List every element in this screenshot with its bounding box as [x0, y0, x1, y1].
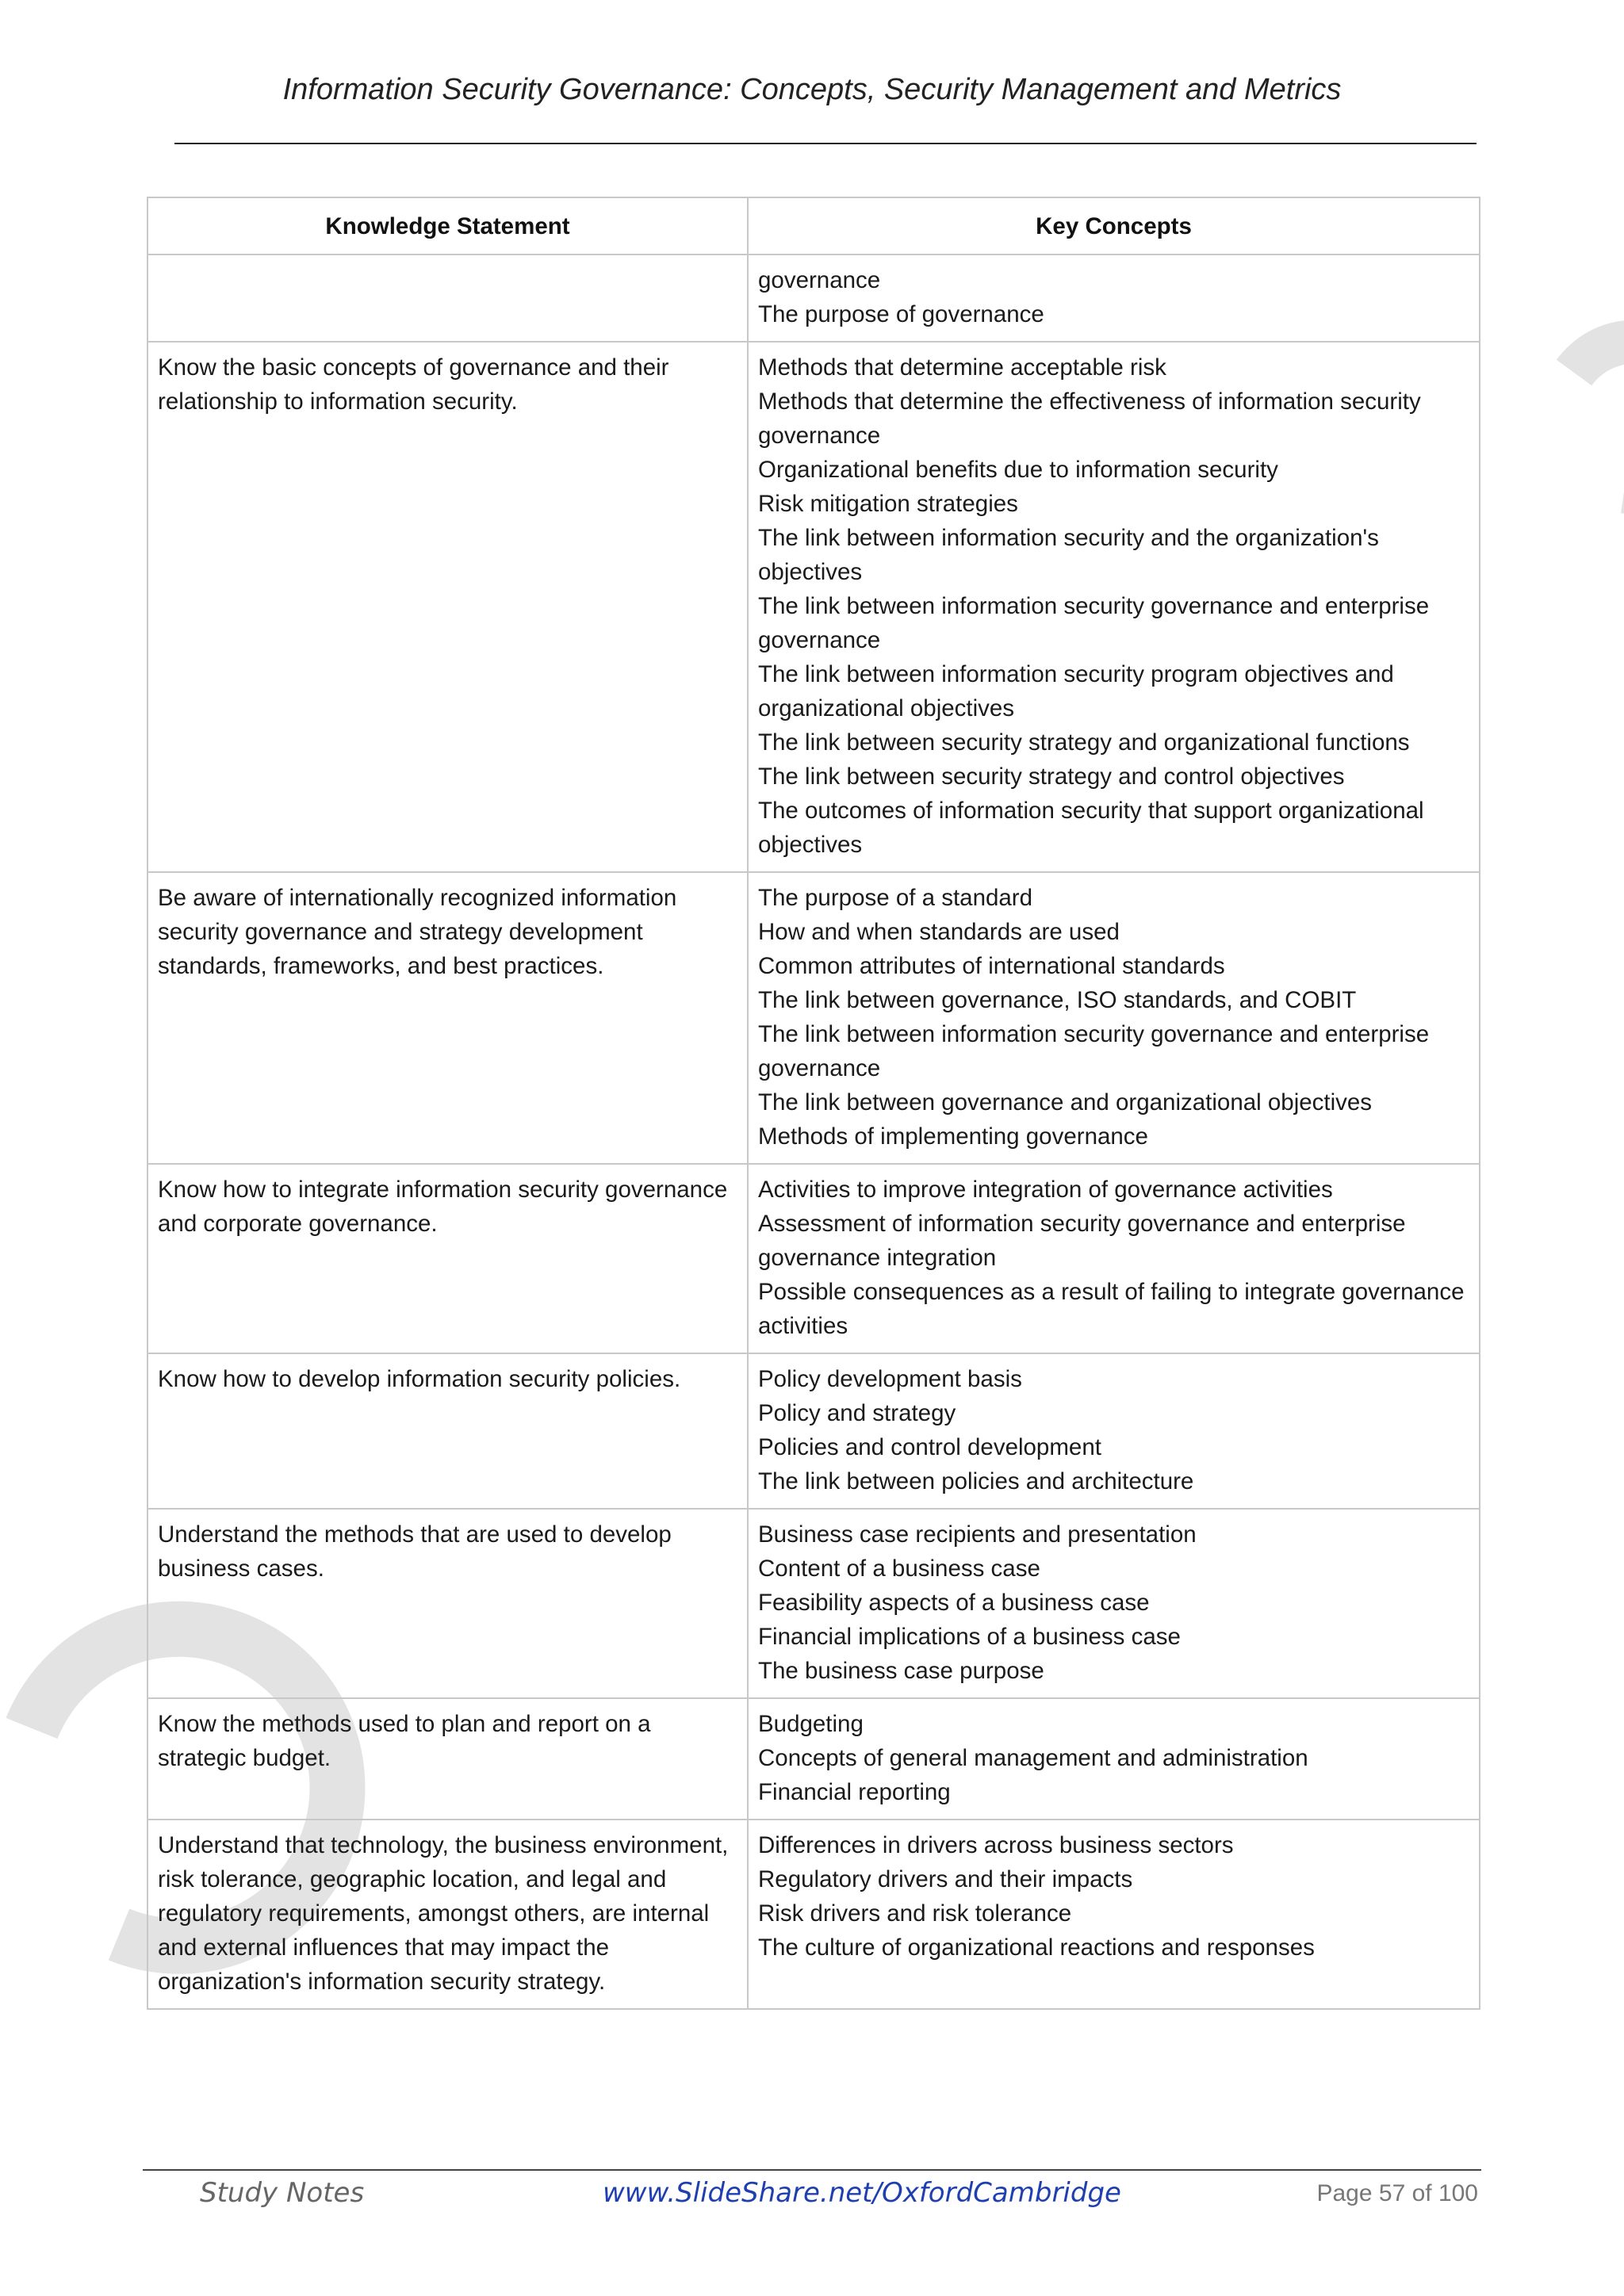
- key-concept-item: The culture of organizational reactions and responses: [758, 1934, 1315, 1961]
- key-concept-item: Methods that determine the effectiveness of information security governance: [758, 388, 1421, 449]
- key-concept-item: Activities to improve integration of governance activities: [758, 1177, 1333, 1203]
- header-divider: [174, 143, 1477, 144]
- footer-link[interactable]: www.SlideShare.net/OxfordCambridge: [603, 2177, 1121, 2209]
- knowledge-statement-cell: Know the basic concepts of governance and their relationship to information security.: [147, 342, 748, 872]
- key-concept-item: Organizational benefits due to information security: [758, 457, 1278, 483]
- key-concept-item: The link between security strategy and organizational functions: [758, 729, 1410, 756]
- knowledge-statement-cell: Know how to develop information security policies.: [147, 1353, 748, 1509]
- key-concept-item: The link between information security governance and enterprise governance: [758, 1021, 1430, 1081]
- table-body: [147, 254, 1480, 2009]
- key-concept-item: governance: [758, 267, 881, 293]
- table-row: [147, 1820, 1480, 2009]
- key-concept-item: The link between information security and the organization's objectives: [758, 525, 1379, 585]
- key-concept-item: Differences in drivers across business sectors: [758, 1832, 1234, 1858]
- key-concept-item: The link between policies and architecture: [758, 1468, 1194, 1494]
- key-concept-item: Financial reporting: [758, 1779, 951, 1805]
- key-concept-item: The link between information security governance and enterprise governance: [758, 593, 1430, 653]
- knowledge-statement-cell: Understand that technology, the business environment, risk tolerance, geographic location, and legal and regulatory requirements, amongst others, are internal and external influences that may impact the organization's information security strategy.: [147, 1820, 748, 2009]
- knowledge-statement-cell: Know the methods used to plan and report on a strategic budget.: [147, 1698, 748, 1820]
- knowledge-statement-cell: Know how to integrate information security governance and corporate governance.: [147, 1164, 748, 1353]
- key-concept-item: Policy and strategy: [758, 1400, 956, 1426]
- footer-page-number: Page 57 of 100: [1316, 2180, 1478, 2206]
- table-row: [147, 342, 1480, 872]
- key-concept-item: Content of a business case: [758, 1556, 1040, 1582]
- column-header-knowledge-statement: Knowledge Statement: [147, 197, 748, 254]
- key-concept-item: Policies and control development: [758, 1434, 1101, 1460]
- knowledge-statement-cell: Be aware of internationally recognized information security governance and strategy development standards, frameworks, and best practices.: [147, 872, 748, 1164]
- key-concept-item: The link between governance and organizational objectives: [758, 1089, 1373, 1115]
- key-concept-item: Assessment of information security governance and enterprise governance integration: [758, 1211, 1406, 1271]
- key-concept-item: Feasibility aspects of a business case: [758, 1590, 1150, 1616]
- key-concept-item: The business case purpose: [758, 1658, 1044, 1684]
- table-row: [147, 1698, 1480, 1820]
- key-concepts-cell: [748, 872, 1480, 1164]
- key-concept-item: The outcomes of information security that support organizational objectives: [758, 798, 1424, 858]
- key-concept-item: Risk drivers and risk tolerance: [758, 1900, 1072, 1927]
- key-concept-item: Concepts of general management and administration: [758, 1745, 1308, 1771]
- key-concept-item: The purpose of governance: [758, 301, 1044, 327]
- key-concept-item: The link between governance, ISO standards, and COBIT: [758, 987, 1357, 1013]
- key-concepts-cell: [748, 342, 1480, 872]
- key-concept-item: Methods that determine acceptable risk: [758, 354, 1166, 381]
- knowledge-statement-cell: Understand the methods that are used to develop business cases.: [147, 1509, 748, 1698]
- table-row: [147, 1353, 1480, 1509]
- table-row: [147, 872, 1480, 1164]
- key-concept-item: Financial implications of a business case: [758, 1624, 1181, 1650]
- key-concept-item: Policy development basis: [758, 1366, 1022, 1392]
- key-concept-item: The purpose of a standard: [758, 885, 1033, 911]
- table-row: [147, 254, 1480, 342]
- knowledge-table: [147, 197, 1480, 2010]
- footer-study-notes: Study Notes: [200, 2177, 365, 2209]
- key-concepts-cell: [748, 1698, 1480, 1820]
- table-row: [147, 1509, 1480, 1698]
- key-concept-item: How and when standards are used: [758, 919, 1120, 945]
- page-header-title: Information Security Governance: Concepts, Security Management and Metrics: [282, 73, 1342, 106]
- key-concept-item: The link between security strategy and control objectives: [758, 763, 1345, 790]
- key-concept-item: Common attributes of international standards: [758, 953, 1225, 979]
- key-concept-item: Business case recipients and presentation: [758, 1521, 1197, 1548]
- key-concept-item: Risk mitigation strategies: [758, 491, 1018, 517]
- key-concepts-cell: [748, 254, 1480, 342]
- column-header-key-concepts: Key Concepts: [748, 197, 1480, 254]
- key-concepts-cell: [748, 1820, 1480, 2009]
- key-concepts-cell: [748, 1353, 1480, 1509]
- table-row: [147, 1164, 1480, 1353]
- key-concept-item: Regulatory drivers and their impacts: [758, 1866, 1133, 1892]
- key-concept-item: The link between information security program objectives and organizational objectives: [758, 661, 1394, 721]
- key-concepts-cell: [748, 1164, 1480, 1353]
- table-header-row: [147, 197, 1480, 254]
- key-concept-item: Methods of implementing governance: [758, 1123, 1148, 1150]
- knowledge-statement-cell: [147, 254, 748, 342]
- key-concept-item: Possible consequences as a result of failing to integrate governance activities: [758, 1279, 1465, 1339]
- key-concept-item: Budgeting: [758, 1711, 864, 1737]
- footer-divider: [143, 2169, 1481, 2171]
- key-concepts-cell: [748, 1509, 1480, 1698]
